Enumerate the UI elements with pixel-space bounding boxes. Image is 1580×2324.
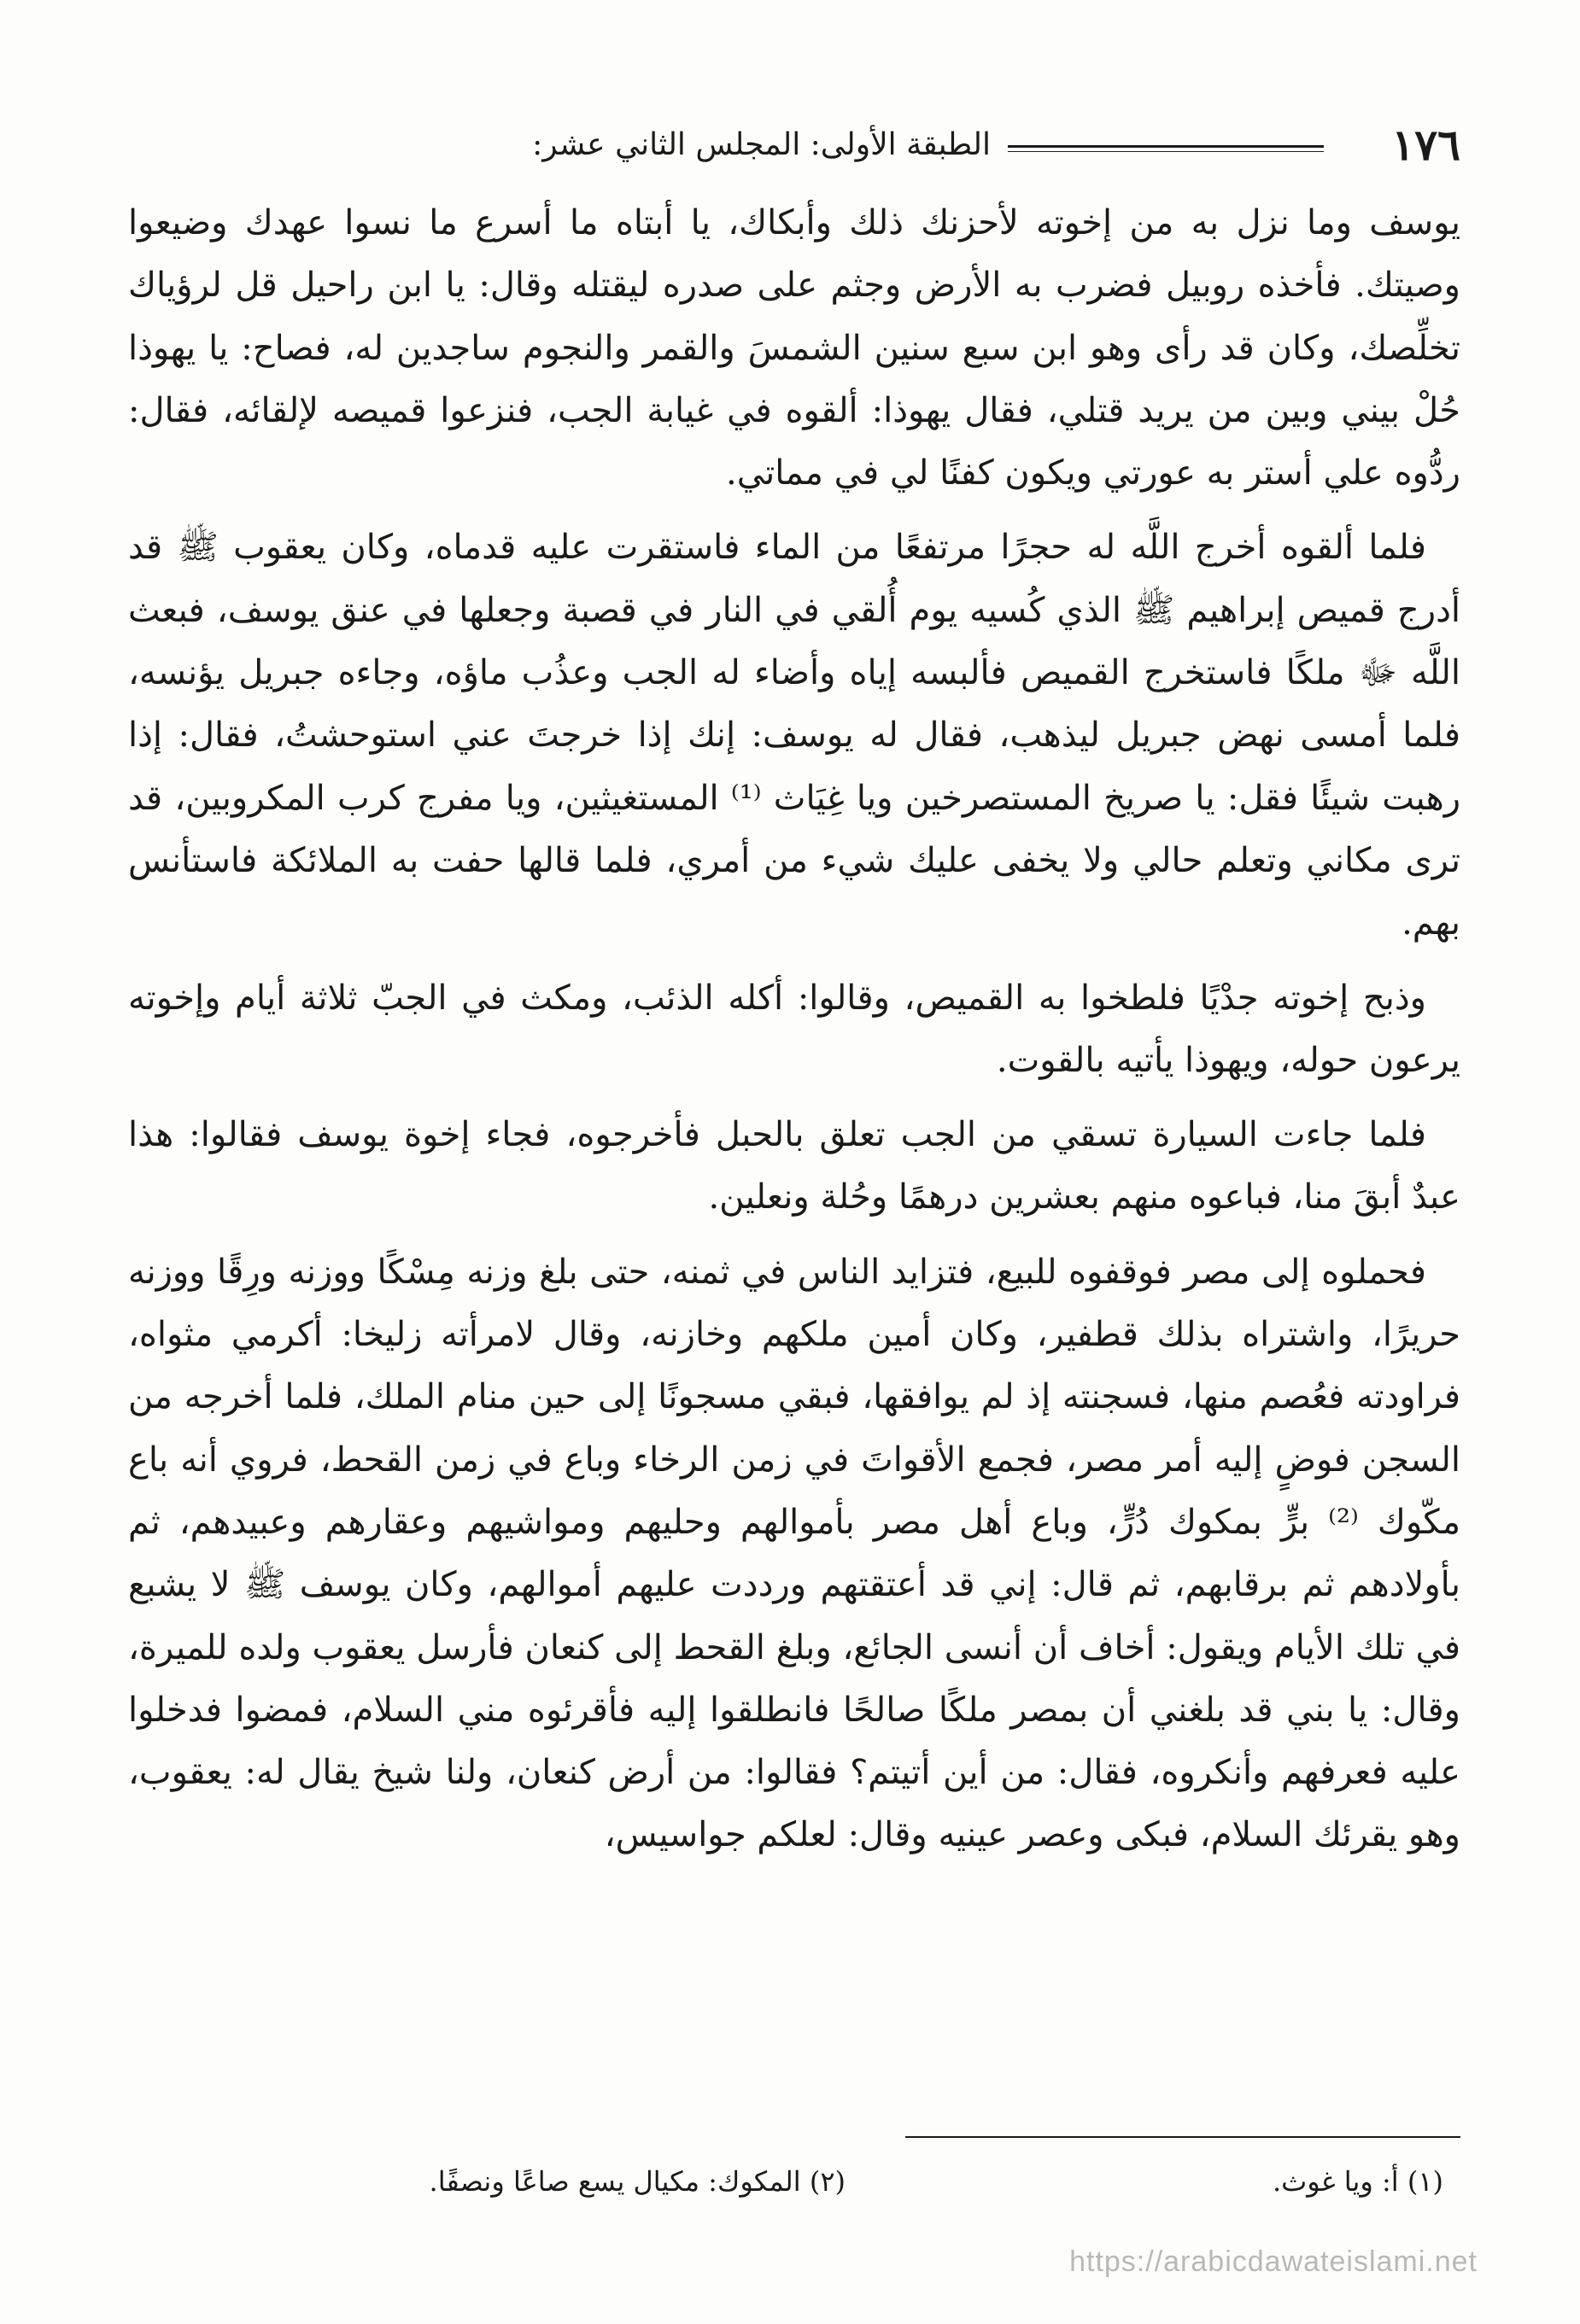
footnote-separator [905, 2136, 1460, 2138]
paragraph: فلما ألقوه أخرج اللَّه له حجرًا مرتفعًا من الماء فاستقرت عليه قدماه، وكان يعقوب ﷺ قد أدرج قميص إبراهيم ﷺ الذي كُسيه يوم أُلقي في النار في قصبة وجعلها في عنق يوسف، فبعث اللَّه ﷻ ملكًا فاستخرج القميص فألبسه إياه وأضاء له الجب وعذُب ماؤه، وجاءه جبريل يؤنسه، فلما أمسى نهض جبريل ليذهب، فقال له يوسف: إنك إذا خرجتَ عني استوحشتُ، فقال: إذا رهبت شيئًا فقل: يا صريخ المستصرخين ويا غِيَاث ⁽¹⁾ المستغيثين، ويا مفرج كرب المكروبين، قد ترى مكاني وتعلم حالي ولا يخفى عليك شيء من أمري، فلما قالها حفت به الملائكة فاستأنس بهم. [128, 528, 1461, 943]
footnote-1: (١) أ: ويا غوث. [1272, 2165, 1443, 2198]
watermark-url: https://arabicdawateislami.net [1069, 2245, 1478, 2278]
footnote-2: (٢) المكوك: مكيال يسع صاعًا ونصفًا. [429, 2165, 846, 2198]
page-number: ١٧٦ [1391, 120, 1460, 170]
main-text [128, 192, 1460, 1879]
paragraph: يوسف وما نزل به من إخوته لأحزنك ذلك وأبكاك، يا أبتاه ما أسرع ما نسوا عهدك وضيعوا وصيتك. فأخذه روبيل فضرب به الأرض وجثم على صدره ليقتله وقال: يا ابن راحيل قل لرؤياك تخلِّصك، وكان قد رأى وهو ابن سبع سنين الشمسَ والقمر والنجوم ساجدين له، فصاح: يا يهوذا حُلْ بيني وبين من يريد قتلي، فقال يهوذا: ألقوه في غيابة الجب، فنزعوا قميصه لإلقائه، فقال: ردُّوه علي أستر به عورتي ويكون كفنًا لي في مماتي. [128, 203, 1460, 493]
running-header [128, 120, 1460, 171]
paragraph: وذبح إخوته جدْيًا فلطخوا به القميص، وقالوا: أكله الذئب، ومكث في الجبّ ثلاثة أيام وإخوته يرعون حوله، ويهوذا يأتيه بالقوت. [128, 978, 1460, 1080]
paragraph: فلما جاءت السيارة تسقي من الجب تعلق بالحبل فأخرجوه، فجاء إخوة يوسف فقالوا: هذا عبدٌ أبقَ منا، فباعوه منهم بعشرين درهمًا وحُلة ونعلين. [128, 1115, 1460, 1217]
running-title: الطبقة الأولى: المجلس الثاني عشر: [532, 127, 991, 162]
header-rule [1008, 145, 1324, 152]
paragraph: فحملوه إلى مصر فوقفوه للبيع، فتزايد الناس في ثمنه، حتى بلغ وزنه مِسْكًا ووزنه ورِقًا ووزنه حريرًا، واشتراه بذلك قطفير، وكان أمين ملكهم وخازنه، وقال لامرأته زليخا: أكرمي مثواه، فراودته فعُصم منها، فسجنته إذ لم يوافقها، فبقي مسجونًا إلى حين منام الملك، فلما أخرجه من السجن فوضٍ إليه أمر مصر، فجمع الأقواتَ في زمن الرخاء وباع في زمن القحط، فروي أنه باع مكّوك ⁽²⁾ برٍّ بمكوك دُرٍّ، وباع أهل مصر بأموالهم وحليهم ومواشيهم وعقارهم وعبيدهم، ثم بأولادهم ثم برقابهم، ثم قال: إني قد أعتقتهم ورددت عليهم أموالهم، وكان يوسف ﷺ لا يشبع في تلك الأيام ويقول: أخاف أن أنسى الجائع، وبلغ القحط إلى كنعان فأرسل يعقوب ولده للميرة، وقال: يا بني قد بلغني أن بمصر ملكًا صالحًا فانطلقوا إليه فأقرئوه مني السلام، فمضوا فدخلوا عليه فعرفهم وأنكروه، فقال: من أين أتيتم؟ فقالوا: من أرض كنعان، ولنا شيخ يقال له: يعقوب، وهو يقرئك السلام، فبكى وعصر عينيه وقال: لعلكم جواسيس، [128, 1252, 1461, 1855]
footnotes [128, 2160, 1460, 2211]
